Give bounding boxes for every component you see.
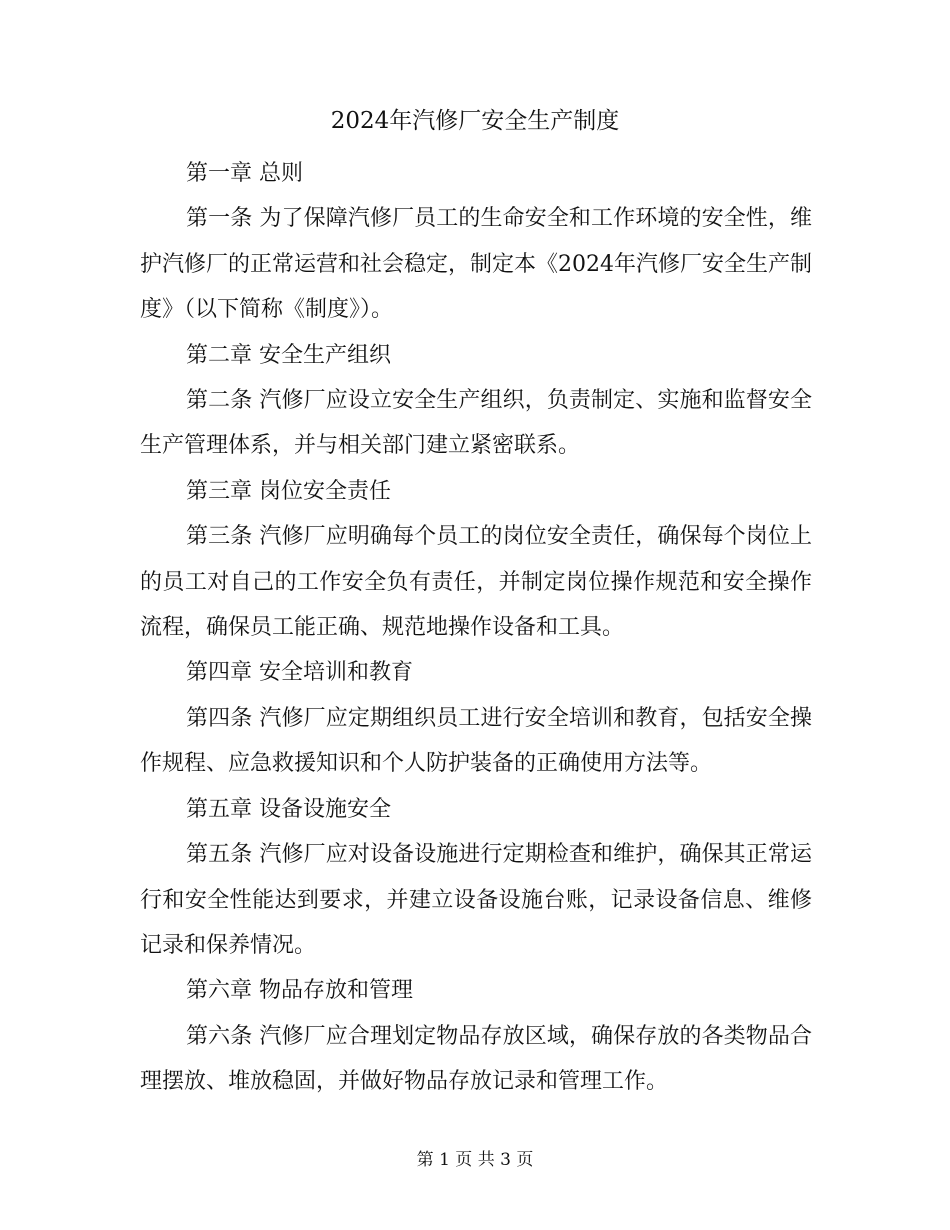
chapter-heading: 第五章 设备设施安全 — [186, 796, 391, 822]
article-paragraph: 第四条 汽修厂应定期组织员工进行安全培训和教育，包括安全操作规程、应急救援知识和个人防护装备的正确使用方法等。 — [140, 705, 812, 777]
document-body — [140, 151, 812, 1105]
article-paragraph: 第三条 汽修厂应明确每个员工的岗位安全责任，确保每个岗位上的员工对自己的工作安全负有责任，并制定岗位操作规范和安全操作流程，确保员工能正确、规范地操作设备和工具。 — [140, 524, 812, 641]
document-title: 2024年汽修厂安全生产制度 — [330, 108, 620, 134]
article-paragraph: 第二条 汽修厂应设立安全生产组织，负责制定、实施和监督安全生产管理体系，并与相关部门建立紧密联系。 — [140, 388, 812, 459]
chapter-heading: 第四章 安全培训和教育 — [186, 660, 413, 686]
article-paragraph: 第一条 为了保障汽修厂员工的生命安全和工作环境的安全性，维护汽修厂的正常运营和社会稳定，制定本《2024年汽修厂安全生产制度》（以下简称《制度》）。 — [140, 206, 812, 323]
chapter-heading: 第三章 岗位安全责任 — [186, 478, 391, 504]
article-paragraph: 第五条 汽修厂应对设备设施进行定期检查和维护，确保其正常运行和安全性能达到要求，并建立设备设施台账，记录设备信息、维修记录和保养情况。 — [140, 842, 812, 958]
chapter-heading: 第二章 安全生产组织 — [186, 342, 391, 368]
page-number-footer: 第 1 页 共 3 页 — [416, 1150, 534, 1170]
article-paragraph: 第六条 汽修厂应合理划定物品存放区域，确保存放的各类物品合理摆放、堆放稳固，并做好物品存放记录和管理工作。 — [140, 1023, 812, 1095]
chapter-heading: 第六章 物品存放和管理 — [186, 978, 413, 1004]
chapter-heading: 第一章 总则 — [186, 161, 303, 186]
